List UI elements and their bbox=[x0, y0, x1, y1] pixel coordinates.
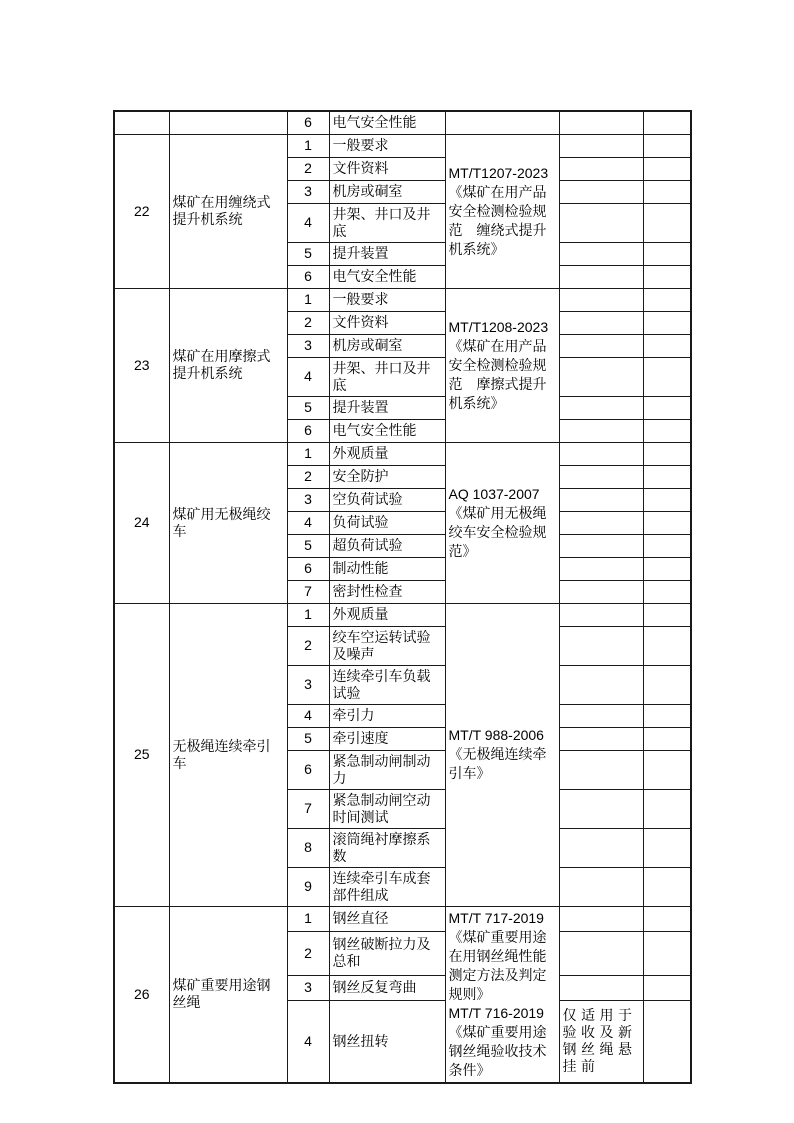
remark-cell bbox=[559, 727, 643, 750]
section-number-cell: 24 bbox=[114, 442, 169, 603]
category-name-cell bbox=[169, 111, 287, 134]
item-name-cell: 滚筒绳衬摩擦系数 bbox=[329, 828, 445, 867]
standard-title-line: 《煤矿在用产品 bbox=[448, 183, 547, 200]
table-row bbox=[114, 134, 691, 157]
empty-cell bbox=[643, 134, 691, 157]
empty-cell bbox=[643, 789, 691, 828]
standard-title-line: 测定方法及判定 bbox=[448, 966, 547, 983]
remark-cell bbox=[559, 288, 643, 311]
item-name-cell: 密封性检查 bbox=[329, 580, 445, 603]
item-number-cell: 2 bbox=[287, 932, 329, 975]
standard-title-line: 引车》 bbox=[448, 765, 491, 781]
empty-cell bbox=[643, 1001, 691, 1083]
empty-cell bbox=[643, 603, 691, 626]
empty-cell bbox=[643, 396, 691, 419]
standard-title-line: 绞车安全检验规 bbox=[448, 523, 547, 540]
item-name-cell: 空负荷试验 bbox=[329, 488, 445, 511]
empty-cell bbox=[643, 750, 691, 789]
item-name-cell: 紧急制动闸空动时间测试 bbox=[329, 789, 445, 828]
remark-cell bbox=[559, 419, 643, 442]
item-number-cell: 7 bbox=[287, 580, 329, 603]
item-number-cell: 6 bbox=[287, 419, 329, 442]
item-number-cell: 4 bbox=[287, 357, 329, 396]
remark-cell bbox=[559, 488, 643, 511]
item-name-cell: 井架、井口及井底 bbox=[329, 357, 445, 396]
item-name-cell: 安全防护 bbox=[329, 465, 445, 488]
item-name-cell: 钢丝反复弯曲 bbox=[329, 975, 445, 1001]
standard-cell bbox=[445, 906, 559, 1083]
remark-cell bbox=[559, 906, 643, 932]
standard-title-line: 范》 bbox=[448, 542, 477, 559]
remark-cell bbox=[559, 603, 643, 626]
item-number-cell: 2 bbox=[287, 311, 329, 334]
remark-cell bbox=[559, 828, 643, 867]
standard-cell bbox=[445, 442, 559, 603]
standard-title-line: 《无极绳连续牵 bbox=[448, 746, 547, 762]
item-number-cell: 2 bbox=[287, 465, 329, 488]
standard-cell bbox=[445, 134, 559, 288]
standard-code: AQ 1037-2007 bbox=[448, 485, 540, 502]
table-row bbox=[114, 111, 691, 134]
empty-cell bbox=[643, 180, 691, 203]
item-name-cell: 外观质量 bbox=[329, 442, 445, 465]
empty-cell bbox=[643, 580, 691, 603]
item-number-cell: 4 bbox=[287, 704, 329, 727]
standard-cell bbox=[445, 288, 559, 442]
category-name-cell: 无极绳连续牵引车 bbox=[169, 603, 287, 906]
empty-cell bbox=[643, 932, 691, 975]
standard-title-line: 范 摩擦式提升 bbox=[448, 375, 547, 392]
remark-cell bbox=[559, 975, 643, 1001]
category-name-cell: 煤矿重要用途钢丝绳 bbox=[169, 906, 287, 1083]
empty-cell bbox=[643, 334, 691, 357]
item-name-cell: 绞车空运转试验及噪声 bbox=[329, 626, 445, 665]
remark-cell bbox=[559, 534, 643, 557]
empty-cell bbox=[643, 867, 691, 906]
item-name-cell: 电气安全性能 bbox=[329, 111, 445, 134]
item-name-cell: 制动性能 bbox=[329, 557, 445, 580]
empty-cell bbox=[643, 265, 691, 288]
remark-cell bbox=[559, 932, 643, 975]
empty-cell bbox=[643, 626, 691, 665]
section-number-cell: 25 bbox=[114, 603, 169, 906]
standard-code: MT/T 716-2019 bbox=[448, 1004, 544, 1021]
remark-cell bbox=[559, 665, 643, 704]
remark-cell bbox=[559, 789, 643, 828]
item-number-cell: 2 bbox=[287, 626, 329, 665]
item-number-cell: 6 bbox=[287, 265, 329, 288]
empty-cell bbox=[643, 288, 691, 311]
empty-cell bbox=[643, 704, 691, 727]
item-number-cell: 8 bbox=[287, 828, 329, 867]
inspection-table-body bbox=[114, 111, 691, 1083]
item-name-cell: 超负荷试验 bbox=[329, 534, 445, 557]
empty-cell bbox=[643, 665, 691, 704]
standard-code: MT/T1208-2023 bbox=[448, 318, 549, 335]
standard-title-line: 范 缠绕式提升 bbox=[448, 221, 547, 238]
category-name-cell: 煤矿在用缠绕式提升机系统 bbox=[169, 134, 287, 288]
category-name-cell: 煤矿在用摩擦式提升机系统 bbox=[169, 288, 287, 442]
item-number-cell: 3 bbox=[287, 975, 329, 1001]
item-name-cell: 电气安全性能 bbox=[329, 419, 445, 442]
empty-cell bbox=[643, 488, 691, 511]
item-number-cell: 4 bbox=[287, 1001, 329, 1083]
remark-cell: 仅适用于验收及新钢丝绳悬挂前 bbox=[559, 1001, 643, 1083]
section-number-cell: 22 bbox=[114, 134, 169, 288]
section-number-cell bbox=[114, 111, 169, 134]
standard-code: MT/T 717-2019 bbox=[448, 909, 544, 926]
empty-cell bbox=[643, 111, 691, 134]
remark-cell bbox=[559, 180, 643, 203]
table-row bbox=[114, 906, 691, 932]
item-number-cell: 3 bbox=[287, 180, 329, 203]
empty-cell bbox=[643, 511, 691, 534]
item-name-cell: 紧急制动闸制动力 bbox=[329, 750, 445, 789]
item-name-cell: 机房或硐室 bbox=[329, 180, 445, 203]
standard-title-line: 在用钢丝绳性能 bbox=[448, 947, 547, 964]
item-number-cell: 3 bbox=[287, 334, 329, 357]
item-name-cell: 一般要求 bbox=[329, 288, 445, 311]
item-name-cell: 牵引力 bbox=[329, 704, 445, 727]
item-number-cell: 5 bbox=[287, 242, 329, 265]
standard-code: MT/T 988-2006 bbox=[448, 727, 544, 743]
empty-cell bbox=[643, 975, 691, 1001]
item-name-cell: 提升装置 bbox=[329, 396, 445, 419]
empty-cell bbox=[643, 557, 691, 580]
remark-cell bbox=[559, 311, 643, 334]
item-number-cell: 4 bbox=[287, 203, 329, 242]
remark-cell bbox=[559, 134, 643, 157]
standard-cell bbox=[445, 603, 559, 906]
empty-cell bbox=[643, 465, 691, 488]
item-number-cell: 3 bbox=[287, 488, 329, 511]
table-row bbox=[114, 603, 691, 626]
empty-cell bbox=[643, 727, 691, 750]
empty-cell bbox=[643, 534, 691, 557]
item-number-cell: 1 bbox=[287, 288, 329, 311]
remark-cell bbox=[559, 396, 643, 419]
empty-cell bbox=[643, 442, 691, 465]
item-number-cell: 7 bbox=[287, 789, 329, 828]
item-number-cell: 4 bbox=[287, 511, 329, 534]
empty-cell bbox=[643, 906, 691, 932]
item-number-cell: 5 bbox=[287, 727, 329, 750]
section-number-cell: 26 bbox=[114, 906, 169, 1083]
item-name-cell: 文件资料 bbox=[329, 311, 445, 334]
inspection-table bbox=[113, 110, 692, 1084]
remark-cell bbox=[559, 557, 643, 580]
empty-cell bbox=[643, 419, 691, 442]
remark-cell bbox=[559, 511, 643, 534]
standard-title-line: 机系统》 bbox=[448, 240, 505, 257]
item-number-cell: 6 bbox=[287, 750, 329, 789]
remark-cell bbox=[559, 626, 643, 665]
remark-cell bbox=[559, 242, 643, 265]
category-name-cell: 煤矿用无极绳绞车 bbox=[169, 442, 287, 603]
remark-cell bbox=[559, 442, 643, 465]
table-row bbox=[114, 288, 691, 311]
item-name-cell: 负荷试验 bbox=[329, 511, 445, 534]
item-number-cell: 9 bbox=[287, 867, 329, 906]
item-name-cell: 机房或硐室 bbox=[329, 334, 445, 357]
empty-cell bbox=[643, 357, 691, 396]
remark-cell bbox=[559, 111, 643, 134]
section-number-cell: 23 bbox=[114, 288, 169, 442]
item-name-cell: 钢丝扭转 bbox=[329, 1001, 445, 1083]
empty-cell bbox=[643, 311, 691, 334]
item-name-cell: 钢丝破断拉力及总和 bbox=[329, 932, 445, 975]
item-number-cell: 3 bbox=[287, 665, 329, 704]
standard-title-line: 安全检测检验规 bbox=[448, 356, 547, 373]
item-number-cell: 5 bbox=[287, 396, 329, 419]
empty-cell bbox=[643, 157, 691, 180]
remark-cell bbox=[559, 334, 643, 357]
item-number-cell: 1 bbox=[287, 442, 329, 465]
item-name-cell: 连续牵引车负载试验 bbox=[329, 665, 445, 704]
remark-cell bbox=[559, 203, 643, 242]
item-name-cell: 电气安全性能 bbox=[329, 265, 445, 288]
empty-cell bbox=[643, 828, 691, 867]
item-name-cell: 外观质量 bbox=[329, 603, 445, 626]
item-name-cell: 提升装置 bbox=[329, 242, 445, 265]
standard-title-line: 规则》 bbox=[448, 985, 491, 1002]
empty-cell bbox=[643, 242, 691, 265]
standard-title-line: 《煤矿用无极绳 bbox=[448, 504, 547, 521]
remark-cell bbox=[559, 357, 643, 396]
item-name-cell: 井架、井口及井底 bbox=[329, 203, 445, 242]
empty-cell bbox=[643, 203, 691, 242]
standard-title-line: 钢丝绳验收技术 bbox=[448, 1042, 547, 1059]
item-name-cell: 钢丝直径 bbox=[329, 906, 445, 932]
standard-title-line: 《煤矿重要用途 bbox=[448, 928, 547, 945]
table-row bbox=[114, 442, 691, 465]
item-number-cell: 1 bbox=[287, 603, 329, 626]
item-name-cell: 连续牵引车成套部件组成 bbox=[329, 867, 445, 906]
standard-title-line: 《煤矿在用产品 bbox=[448, 337, 547, 354]
remark-cell bbox=[559, 157, 643, 180]
remark-cell bbox=[559, 750, 643, 789]
item-number-cell: 2 bbox=[287, 157, 329, 180]
item-number-cell: 6 bbox=[287, 557, 329, 580]
item-number-cell: 5 bbox=[287, 534, 329, 557]
standard-title-line: 机系统》 bbox=[448, 394, 505, 411]
standard-code: MT/T1207-2023 bbox=[448, 164, 549, 181]
item-name-cell: 一般要求 bbox=[329, 134, 445, 157]
remark-cell bbox=[559, 704, 643, 727]
remark-cell bbox=[559, 867, 643, 906]
standard-title-line: 《煤矿重要用途 bbox=[448, 1023, 547, 1040]
standard-title-line: 安全检测检验规 bbox=[448, 202, 547, 219]
item-number-cell: 6 bbox=[287, 111, 329, 134]
standard-cell bbox=[445, 111, 559, 134]
item-number-cell: 1 bbox=[287, 134, 329, 157]
remark-cell bbox=[559, 580, 643, 603]
remark-cell bbox=[559, 465, 643, 488]
item-name-cell: 文件资料 bbox=[329, 157, 445, 180]
remark-cell bbox=[559, 265, 643, 288]
item-name-cell: 牵引速度 bbox=[329, 727, 445, 750]
item-number-cell: 1 bbox=[287, 906, 329, 932]
standard-title-line: 条件》 bbox=[448, 1061, 491, 1078]
